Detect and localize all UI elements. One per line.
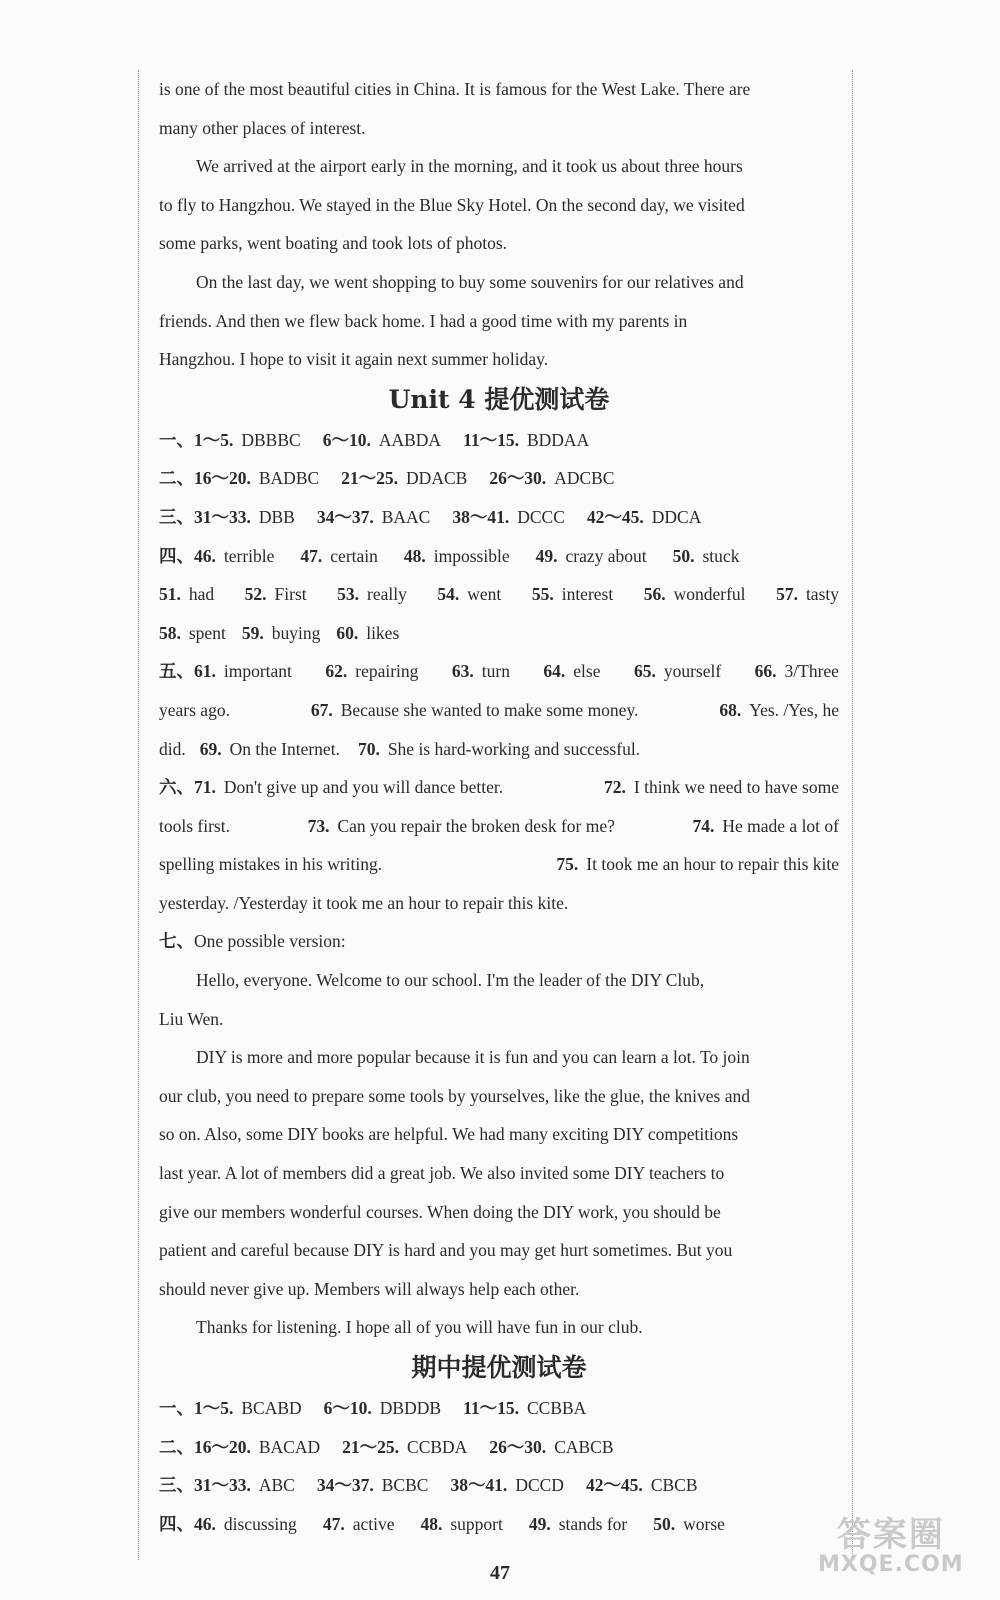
answer: Yes. /Yes, he <box>749 699 839 720</box>
section-label: 二、 <box>159 1436 194 1457</box>
question-number: 72. <box>604 777 626 798</box>
section-label: 二、 <box>159 468 194 489</box>
left-margin-line <box>138 70 139 1560</box>
question-number: 49. <box>528 1513 551 1534</box>
question-number: 48. <box>403 545 426 566</box>
answer: 3/Three <box>784 661 839 682</box>
question-number: 56. <box>643 584 666 605</box>
question-number: 46. <box>194 545 216 566</box>
answer: I think we need to have some <box>633 777 839 798</box>
answer: certain <box>330 545 378 566</box>
question-range: 34～37. <box>316 506 374 527</box>
watermark-logo <box>818 1515 964 1577</box>
answer-row-5 <box>159 652 839 691</box>
answer-row-4 <box>159 1505 839 1544</box>
answer: BADBC <box>258 468 320 489</box>
essay-line: so on. Also, some DIY books are helpful. We had many exciting DIY competitions <box>159 1124 739 1145</box>
answer: tasty <box>805 584 839 605</box>
essay-line: to fly to Hangzhou. We stayed in the Blue Sky Hotel. On the second day, we visited <box>159 194 745 215</box>
answer: BDDAA <box>526 429 590 450</box>
question-range: 6～10. <box>323 1398 372 1418</box>
section-title-midterm: 期中提优测试卷 <box>411 1353 587 1382</box>
question-number: 74. <box>692 815 715 836</box>
answer: CBCB <box>650 1475 698 1496</box>
section-label: 七、 <box>159 931 194 952</box>
answer: DCCD <box>515 1475 564 1496</box>
question-range: 11～15. <box>463 1398 519 1418</box>
question-number: 47. <box>300 545 323 566</box>
page-number: 47 <box>490 1562 510 1584</box>
answer: BCBC <box>381 1475 429 1496</box>
question-number: 47. <box>322 1513 345 1534</box>
answer: worse <box>683 1513 725 1534</box>
answer: active <box>352 1513 395 1534</box>
answer: She is hard-working and successful. <box>387 738 641 759</box>
answer-row-7 <box>159 922 839 961</box>
question-range: 34～37. <box>316 1475 374 1496</box>
answer: stands for <box>558 1513 628 1534</box>
question-number: 69. <box>199 738 222 759</box>
question-number: 65. <box>633 661 656 682</box>
answer: interest <box>561 584 614 605</box>
answer-row-4b <box>159 575 839 614</box>
question-number: 51. <box>159 584 181 605</box>
question-number: 55. <box>531 584 554 605</box>
question-number: 73. <box>307 815 330 836</box>
question-range: 21～25. <box>341 468 399 489</box>
section-label: 六、 <box>159 777 194 798</box>
question-range: 38～41. <box>450 1475 508 1496</box>
answer: On the Internet. <box>229 738 340 759</box>
essay-line: many other places of interest. <box>159 117 366 138</box>
answer: DDACB <box>406 468 468 489</box>
essay-line: give our members wonderful courses. When doing the DIY work, you should be <box>159 1201 721 1222</box>
question-number: 50. <box>653 1513 676 1534</box>
answer: went <box>467 584 502 605</box>
question-range: 21～25. <box>342 1436 400 1457</box>
question-range: 42～45. <box>585 1475 643 1496</box>
question-number: 67. <box>310 699 333 720</box>
question-number: 71. <box>194 777 216 798</box>
question-number: 68. <box>719 699 742 720</box>
essay-line: last year. A lot of members did a great job. We also invited some DIY teachers to <box>159 1163 725 1184</box>
answer-row-1 <box>159 1389 839 1428</box>
question-number: 48. <box>420 1513 443 1534</box>
section-label: 一、 <box>159 429 194 450</box>
answer-row-5b <box>159 691 839 730</box>
question-range: 1～5. <box>194 1398 234 1418</box>
answer-row-2 <box>159 1428 839 1467</box>
answer: terrible <box>223 545 275 566</box>
question-range: 16～20. <box>194 468 251 489</box>
answer: did. <box>159 738 186 759</box>
question-number: 58. <box>159 622 181 643</box>
question-number: 61. <box>194 661 216 682</box>
answer: BCABD <box>241 1398 302 1418</box>
question-number: 46. <box>194 1513 216 1534</box>
answer: crazy about <box>565 545 647 566</box>
answer: tools first. <box>159 815 230 836</box>
question-range: 1～5. <box>194 429 234 450</box>
answer: DDCA <box>651 506 702 527</box>
question-number: 50. <box>672 545 695 566</box>
question-number: 66. <box>754 661 777 682</box>
answer: DCCC <box>517 506 565 527</box>
answer: repairing <box>355 661 419 682</box>
answer: BACAD <box>258 1436 321 1457</box>
essay-line: DIY is more and more popular because it is fun and you can learn a lot. To join <box>196 1047 750 1068</box>
essay-line: is one of the most beautiful cities in China. It is famous for the West Lake. There are <box>159 79 751 99</box>
answer: First <box>274 584 307 605</box>
answer: years ago. <box>159 699 230 720</box>
question-number: 52. <box>244 584 267 605</box>
answer: It took me an hour to repair this kite <box>586 854 839 875</box>
answer-row-4 <box>159 537 839 576</box>
answer: buying <box>271 622 321 643</box>
answer: stuck <box>702 545 740 566</box>
answer: CCBBA <box>526 1398 587 1418</box>
question-range: 31～33. <box>194 506 251 527</box>
answer: AABDA <box>378 429 442 450</box>
answer-row-5c <box>159 730 839 769</box>
essay-line: Liu Wen. <box>159 1008 224 1029</box>
question-range: 31～33. <box>194 1475 251 1496</box>
answer: discussing <box>223 1513 297 1534</box>
answer: Don't give up and you will dance better. <box>223 777 504 798</box>
essay-intro: One possible version: <box>194 931 346 952</box>
essay-line: some parks, went boating and took lots of photos. <box>159 233 508 254</box>
question-number: 70. <box>357 738 380 759</box>
answer: wonderful <box>673 584 746 605</box>
answer-row-6d: yesterday. /Yesterday it took me an hour to repair this kite. <box>159 892 569 913</box>
section-label: 三、 <box>159 1475 194 1496</box>
question-number: 49. <box>535 545 558 566</box>
essay-line: patient and careful because DIY is hard and you may get hurt sometimes. But you <box>159 1240 733 1261</box>
essay-line: Thanks for listening. I hope all of you will have fun in our club. <box>196 1317 643 1338</box>
question-range: 16～20. <box>194 1436 251 1457</box>
question-number: 64. <box>543 661 566 682</box>
question-range: 6～10. <box>322 429 371 450</box>
answer: likes <box>366 622 400 643</box>
question-number: 63. <box>451 661 474 682</box>
answer: Can you repair the broken desk for me? <box>337 815 615 836</box>
answer: really <box>367 584 407 605</box>
answer: DBDDB <box>379 1398 442 1418</box>
section-label: 五、 <box>159 661 194 682</box>
question-number: 60. <box>336 622 359 643</box>
answer-row-1 <box>159 421 839 460</box>
answer-row-3 <box>159 1466 839 1505</box>
answer: ADCBC <box>554 468 615 489</box>
essay-line: our club, you need to prepare some tools by yourselves, like the glue, the knives and <box>159 1085 750 1106</box>
answer: else <box>573 661 601 682</box>
question-range: 26～30. <box>489 1436 547 1457</box>
section-title-unit4: Unit 4 提优测试卷 <box>388 384 610 414</box>
question-number: 59. <box>241 622 264 643</box>
answer: He made a lot of <box>722 815 839 836</box>
section-label: 四、 <box>159 1513 194 1534</box>
question-number: 62. <box>325 661 348 682</box>
answer-row-3 <box>159 498 839 537</box>
answer: CCBDA <box>407 1436 468 1457</box>
question-range: 42～45. <box>586 506 644 527</box>
page-content <box>159 70 839 1543</box>
answer-row-6 <box>159 768 839 807</box>
essay-line: We arrived at the airport early in the morning, and it took us about three hours <box>196 156 743 177</box>
right-margin-line <box>852 70 853 1560</box>
answer: important <box>223 661 292 682</box>
answer: ABC <box>258 1475 295 1496</box>
question-range: 11～15. <box>463 429 519 450</box>
question-number: 57. <box>776 584 798 605</box>
essay-line: On the last day, we went shopping to buy some souvenirs for our relatives and <box>196 271 744 292</box>
question-number: 53. <box>337 584 360 605</box>
watermark-bottom: MXQE.COM <box>818 1552 964 1577</box>
answer: yourself <box>663 661 722 682</box>
answer: DBB <box>258 506 295 527</box>
essay-line: Hangzhou. I hope to visit it again next summer holiday. <box>159 349 549 370</box>
answer: DBBBC <box>241 429 301 450</box>
essay-line: friends. And then we flew back home. I had a good time with my parents in <box>159 310 688 331</box>
section-label: 三、 <box>159 506 194 527</box>
answer: Because she wanted to make some money. <box>340 699 639 720</box>
question-range: 38～41. <box>452 506 510 527</box>
essay-line: should never give up. Members will always help each other. <box>159 1278 580 1299</box>
section-label: 四、 <box>159 545 194 566</box>
question-number: 75. <box>556 854 579 875</box>
answer: turn <box>481 661 510 682</box>
answer: impossible <box>433 545 510 566</box>
answer-row-2 <box>159 459 839 498</box>
answer-row-6b <box>159 807 839 846</box>
answer: CABCB <box>554 1436 614 1457</box>
answer: spent <box>188 622 226 643</box>
answer-row-4c <box>159 614 839 653</box>
essay-line: Hello, everyone. Welcome to our school. I'm the leader of the DIY Club, <box>196 970 705 991</box>
answer: had <box>188 584 215 605</box>
watermark-top: 答案圈 <box>836 1515 945 1555</box>
answer-row-6c <box>159 845 839 884</box>
answer: BAAC <box>381 506 431 527</box>
section-label: 一、 <box>159 1398 194 1418</box>
answer: spelling mistakes in his writing. <box>159 854 383 875</box>
question-range: 26～30. <box>489 468 547 489</box>
answer: support <box>450 1513 503 1534</box>
question-number: 54. <box>437 584 460 605</box>
